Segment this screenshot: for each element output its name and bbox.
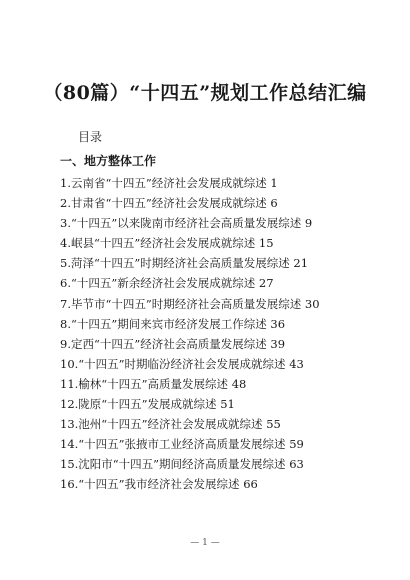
toc-item: 7.毕节市“十四五”时期经济社会高质量发展综述 30 — [60, 296, 320, 311]
toc-item: 16.“十四五”我市经济社会发展综述 66 — [60, 477, 258, 492]
toc-item: 9.定西“十四五”经济社会高质量发展综述 39 — [60, 336, 286, 351]
toc-heading: 目录 — [78, 130, 103, 144]
toc-item: 10.“十四五”时期临汾经济社会发展成就综述 43 — [60, 356, 304, 371]
toc-item: 14.“十四五”张掖市工业经济高质量发展综述 59 — [60, 437, 304, 452]
toc-item: 2.甘肃省“十四五”经济社会发展成就综述 6 — [60, 196, 278, 211]
toc-item: 6.“十四五”新余经济社会发展成就综述 27 — [60, 276, 274, 291]
document-title: （80篇）“十四五”规划工作总结汇编 — [43, 82, 367, 104]
toc-item: 12.陇原“十四五”发展成就综述 51 — [60, 397, 235, 412]
toc-item: 1.云南省“十四五”经济社会发展成就综述 1 — [60, 176, 278, 190]
toc-item: 11.榆林“十四五”高质量发展综述 48 — [60, 376, 247, 391]
section-heading: 一、地方整体工作 — [60, 154, 157, 168]
toc-item: 15.沈阳市“十四五”期间经济高质量发展综述 63 — [60, 457, 304, 472]
toc-item: 3.“十四五”以来陇南市经济社会高质量发展综述 9 — [60, 216, 313, 231]
toc-item: 5.菏泽“十四五”时期经济社会高质量发展综述 21 — [60, 256, 309, 271]
toc-item: 4.岷县“十四五”经济社会发展成就综述 15 — [60, 236, 274, 251]
page-number: — 1 — — [190, 538, 220, 548]
toc-list — [60, 175, 320, 497]
toc-item: 8.“十四五”期间来宾市经济发展工作综述 36 — [60, 316, 286, 331]
toc-item: 13.池州“十四五”经济社会发展成就综述 55 — [60, 417, 281, 432]
